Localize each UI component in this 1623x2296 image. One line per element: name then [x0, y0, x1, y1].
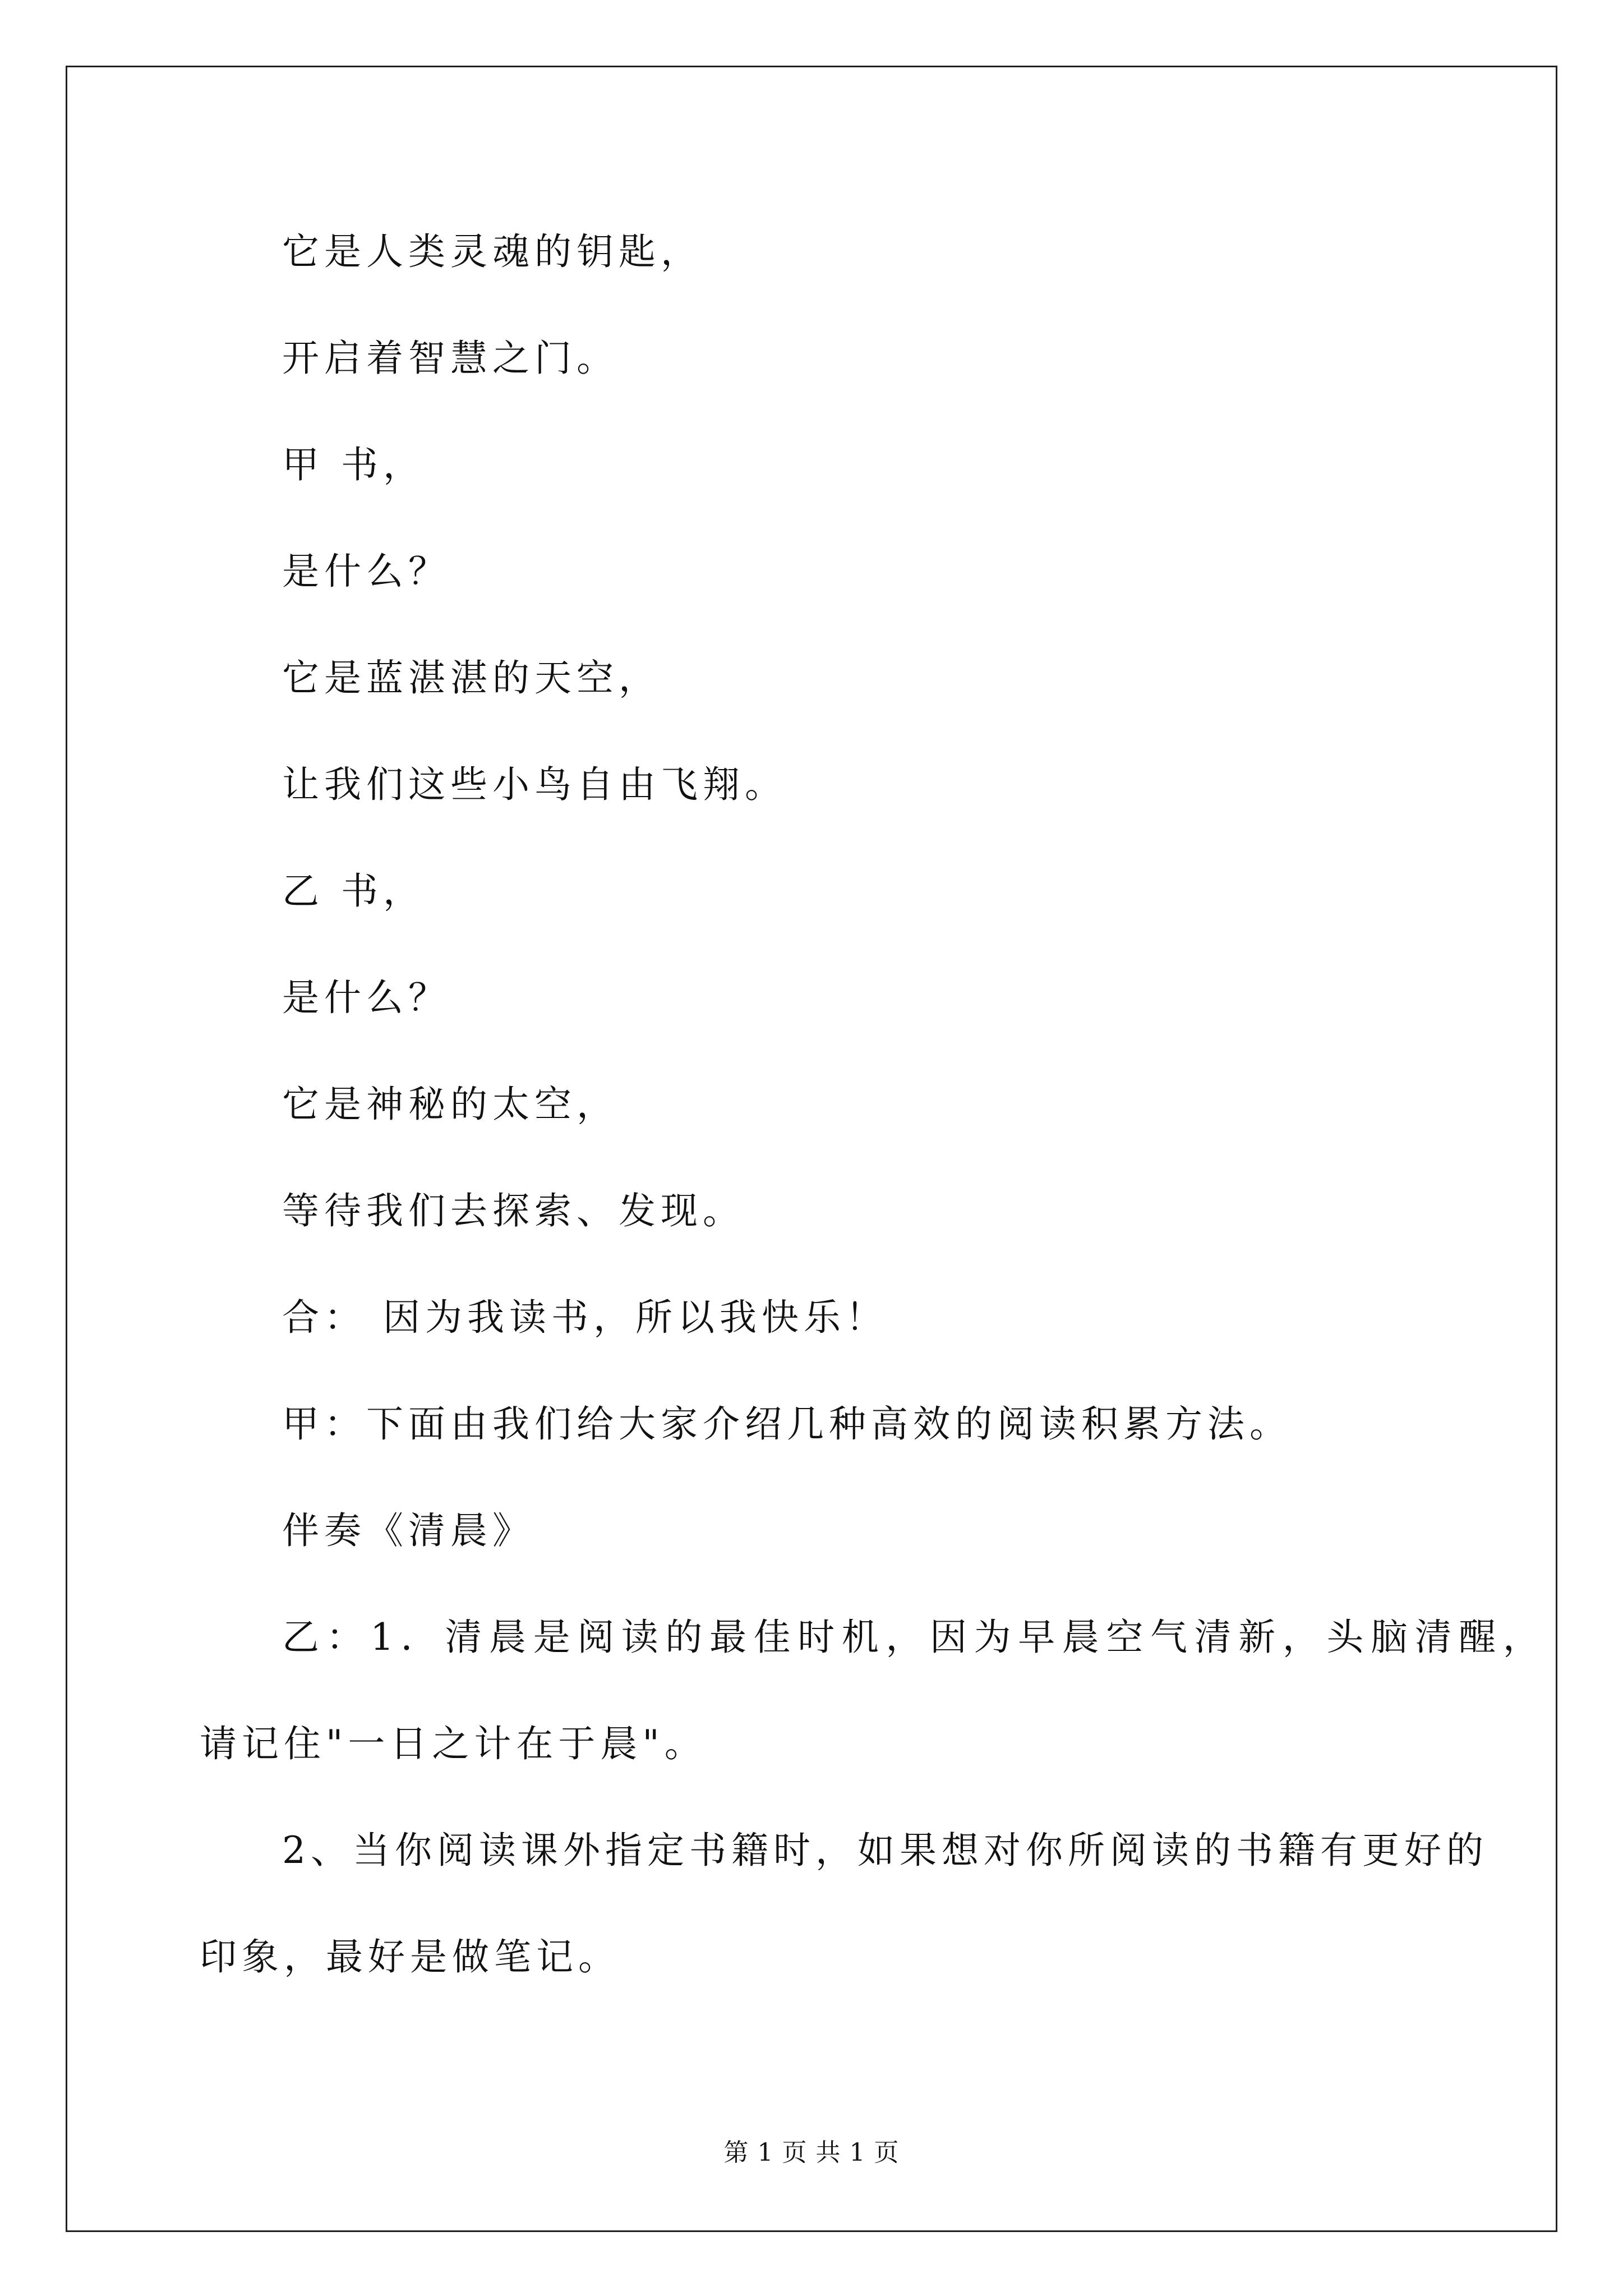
text-line: 伴奏《清晨》 — [282, 1509, 534, 1552]
text-line: 甲 书， — [282, 443, 425, 486]
text-line: 2、当你阅读课外指定书籍时，如果想对你所阅读的书籍有更好的 — [282, 1829, 1488, 1872]
text-line: 乙：1．清晨是阅读的最佳时机，因为早晨空气清新，头脑清醒， — [282, 1616, 1547, 1659]
page-number-footer: 第 1 页 共 1 页 — [723, 2138, 900, 2167]
text-line: 它是神秘的太空， — [282, 1083, 619, 1126]
text-line: 它是蓝湛湛的天空， — [282, 656, 661, 700]
text-line: 是什么？ — [282, 550, 450, 593]
text-line: 开启着智慧之门。 — [282, 337, 619, 380]
text-line: 让我们这些小鸟自由飞翔。 — [282, 763, 787, 806]
text-line: 等待我们去探索、发现。 — [282, 1189, 745, 1232]
text-line: 乙 书， — [282, 869, 425, 913]
text-line: 请记住"一日之计在于晨"。 — [200, 1722, 707, 1765]
page-border — [66, 66, 1557, 2232]
text-line: 它是人类灵魂的钥匙， — [282, 230, 703, 273]
text-line: 印象，最好是做笔记。 — [200, 1935, 620, 1978]
text-line: 合： 因为我读书，所以我快乐！ — [282, 1296, 888, 1339]
text-line: 是什么？ — [282, 976, 450, 1019]
text-line: 甲：下面由我们给大家介绍几种高效的阅读积累方法。 — [282, 1402, 1292, 1446]
